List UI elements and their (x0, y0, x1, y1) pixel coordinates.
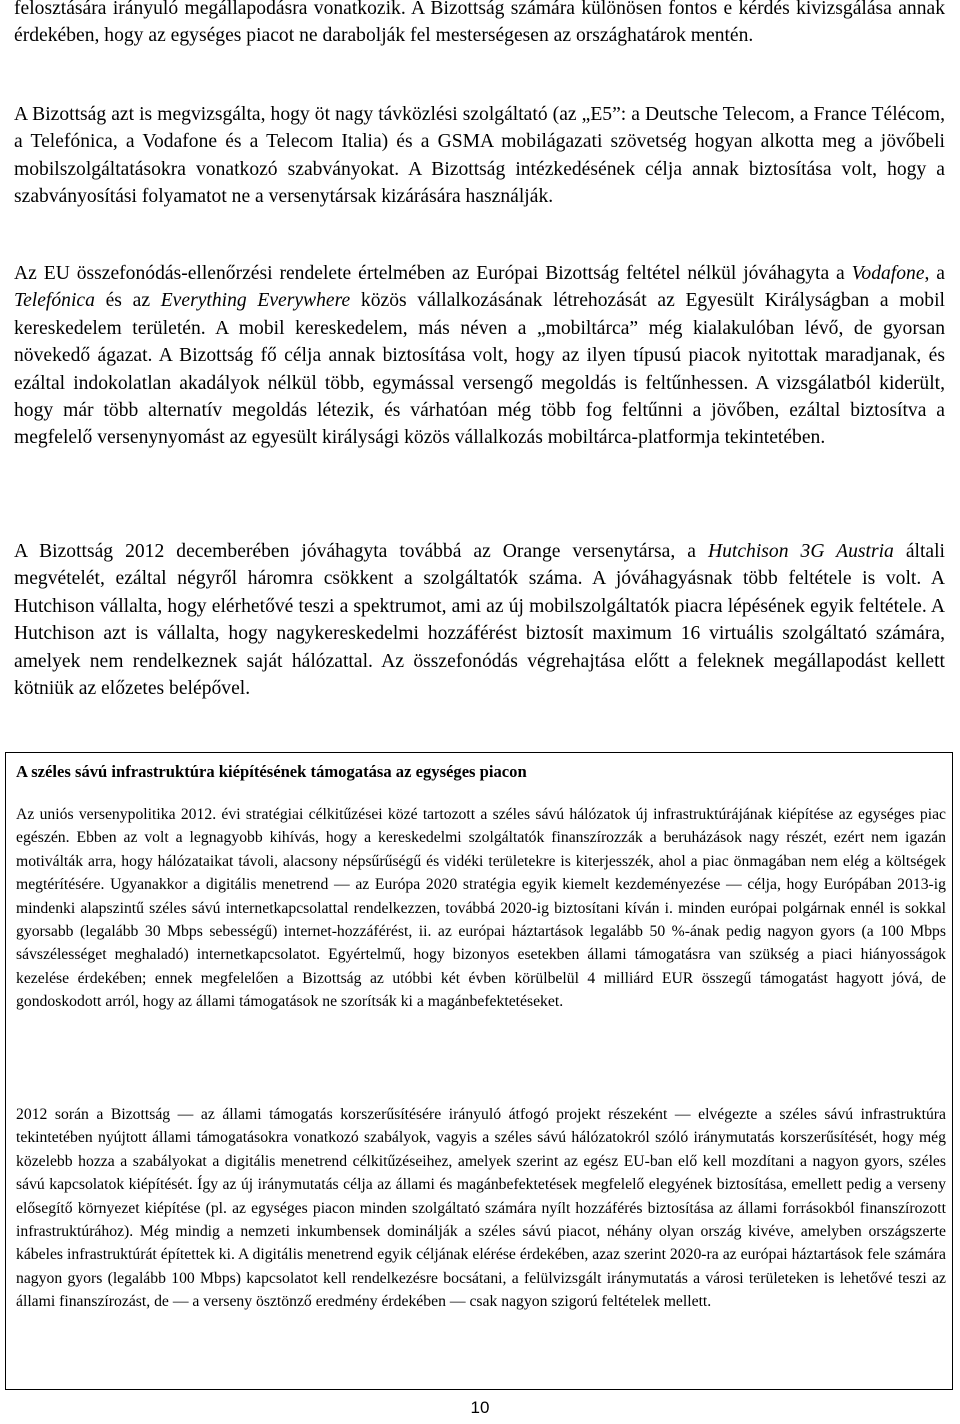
paragraph-text-segment: és az (94, 290, 161, 312)
paragraph-e5-standards (14, 101, 945, 211)
company-name-vodafone: Vodafone (851, 263, 925, 284)
paragraph-mobile-wallet (14, 260, 945, 452)
company-name-hutchison: Hutchison 3G Austria (707, 541, 894, 562)
box-paragraph-strategy: Az uniós versenypolitika 2012. évi stratégiai célkitűzései közé tartozott a széles sávú hálózatok új infrastruktúrájának kiépítése az egységes piac egészén. Ebben az volt a legnagyobb kihívás, hogy a kereskedelmi szolgáltatók finanszírozzák a beruházások nagy részét, ezért nem igazán motiválták arra, hogy hálózataikat távoli, alacsony népsűrűségű és vidéki területekre is kiterjesszék, ahol a piac önmagában nem elég a költségek megtérítésére. Ugyanakkor a digitális menetrend — az Európa 2020 stratégia egyik kiemelt kezdeményezése — célja, hogy Európában 2013-ig mindenki alapszintű széles sávú internetkapcsolattal rendelkezzen, továbbá 2020-ig biztosítani kíván i. minden európai polgárnak ennél is sokkal gyorsabb (legalább 30 Mbps sebességű) internet-hozzáférést, ii. az európai háztartások legalább 50 %-ának pedig nagyon gyors (a 100 Mbps sávszélességet meghaladó) internetkapcsolatot. Egyértelmű, hogy bizonyos esetekben állami támogatásra van szükség a piaci hiányosságok kezelése érdekében; ennek megfelelően a Bizottság az utóbbi két évben körülbelül 4 milliárd EUR összegű támogatást hagyott jóvá, de gondoskodott arról, hogy az állami támogatások ne szorítsák ki a magánbefektetéseket. (16, 806, 946, 1011)
paragraph-market-division (14, 0, 945, 50)
paragraph-hutchison-orange (14, 538, 945, 702)
page-number: 10 (470, 1398, 490, 1417)
box-title: A széles sávú infrastruktúra kiépítésének támogatása az egységes piacon (16, 762, 527, 781)
company-name-telefonica: Telefónica (14, 290, 95, 312)
paragraph-text-segment: általi megvételét, ezáltal négyről háromra csökkent a szolgáltatók száma. A jóváhagyásnak több feltétele is volt. A Hutchison vállalta, hogy elérhetővé teszi a spektrumot, ami az új mobilszolgáltatók piacra lépésének egyik feltétele. A Hutchison azt is vállalta, hogy nagykereskedelmi hozzáférést biztosít maximum 16 virtuális szolgáltató számára, amelyek nem rendelkeznek saját hálózattal. Az összefonódás végrehajtása előtt a feleknek megállapodást kellett kötniük az előzetes belépővel. (14, 541, 945, 700)
paragraph-text-segment: Az EU összefonódás-ellenőrzési rendelete értelmében az Európai Bizottság feltétel nélkül jóváhagyta a (14, 263, 852, 284)
box-paragraph-guidelines: 2012 során a Bizottság — az állami támogatás korszerűsítésére irányuló átfogó projekt részeként — elvégezte a széles sávú infrastruktúra tekintetében nyújtott állami támogatásokra vonatkozó szabályok, vagyis a széles sávú hálózatokról szóló iránymutatás korszerűsítését, hogy még közelebb hozza a szabályokat a digitális menetrend célkitűzéseihez, amelyek szerint az egész EU-ban elő kell mozdítani a nagyon gyors, széles sávú kapcsolatok kiépítését. Így az új iránymutatás célja az állami és magánbefektetések megfelelő elegyének biztosítása, emellett pedig a verseny elősegítő környezet kiépítése (pl. az egységes piacon minden szolgáltató számára nyílt hozzáférés biztosítása az állami forrásokból finanszírozott infrastruktúrához). Még mindig a nemzeti inkumbensek dominálják a széles sávú piacot, néhány olyan ország kivéve, amelyben országszerte kábeles infrastruktúrát építettek ki. A digitális menetrend egyik céljának elérése érdekében, azaz szerint 2020-ra az európai háztartások fele számára nagyon gyors (legalább 100 Mbps) kapcsolatot kell rendelkezésre bocsátani, a felülvizsgált iránymutatás a városi területeken is lehetővé teszi az állami finanszírozást, de — a verseny ösztönző eredmény érdekében — csak nagyon szigorú feltételek mellett. (16, 1106, 946, 1311)
company-name-everything-everywhere: Everything Everywhere (160, 290, 351, 312)
paragraph-text-segment: közös vállalkozásának létrehozását az Egyesült Királyságban a mobil kereskedelem területén. A mobil kereskedelem, más néven a „mobiltárca” még kialakulóban lévő, de gyorsan növekedő ágazat. A Bizottság fő célja annak biztosítása volt, hogy az ilyen típusú piacok nyitottak maradjanak, és ezáltal indokolatlan akadályok nélkül több, egymással versengő megoldás is feltűnhessen. A vizsgálatból kiderült, hogy már több alternatív megoldás létezik, és várhatóan még több fog feltűnni a jövőben, ezáltal biztosítva a megfelelő versenynyomást az egyesült királysági közös vállalkozás mobiltárca-platformja tekintetében. (14, 290, 945, 449)
paragraph-text: felosztására irányuló megállapodásra vonatkozik. A Bizottság számára különösen fontos e kérdés kivizsgálása annak érdekében, hogy az egységes piacot ne darabolják fel mesterségesen az országhatárok mentén. (14, 0, 945, 47)
broadband-info-box (5, 752, 953, 1390)
paragraph-text: A Bizottság azt is megvizsgálta, hogy öt nagy távközlési szolgáltató (az „E5”: a Deutsche Telecom, a France Télécom, a Telefónica, a Vodafone és a Telecom Italia) és a GSMA mobilágazati szövetség hogyan alkotta meg a jövőbeli mobilszolgáltatásokra vonatkozó szabványokat. A Bizottság intézkedésének célja annak biztosítása volt, hogy a szabványosítási folyamatot ne a versenytársak kizárására használják. (14, 104, 945, 208)
paragraph-text-segment: A Bizottság 2012 decemberében jóváhagyta továbbá az Orange versenytársa, a (14, 541, 708, 562)
paragraph-text-segment: , a (924, 263, 946, 284)
